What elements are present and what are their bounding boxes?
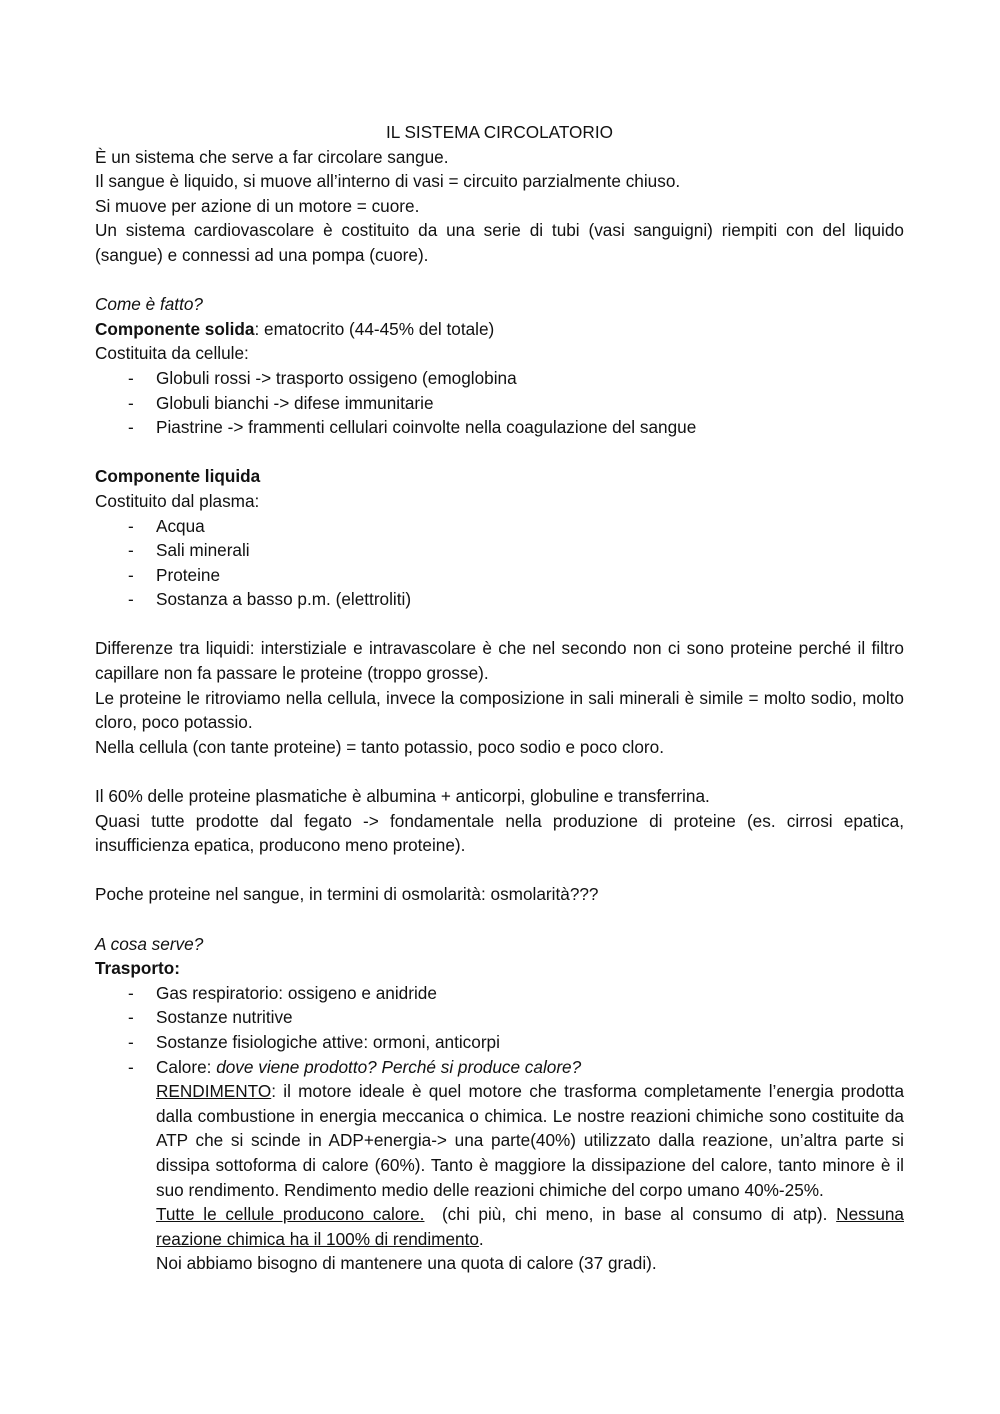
nessuna-statement: Nessuna reazione chimica ha il 100% di rendimento: [156, 1204, 904, 1249]
spacer: [95, 858, 904, 883]
section-heading-a-cosa-serve: A cosa serve?: [95, 933, 204, 954]
list-item-calore: [95, 1055, 904, 1080]
liquid-component-list: [95, 514, 904, 612]
paragraph: Quasi tutte prodotte dal fegato -> fondamentale nella produzione di proteine (es. cirrosi epatica, insufficienza epatica, producono meno proteine).: [95, 810, 904, 856]
liquid-component-label: Componente liquida: [95, 466, 261, 487]
paragraph: Le proteine le ritroviamo nella cellula, invece la composizione in sali minerali è simile = molto sodio, molto cloro, poco potassio.: [95, 687, 904, 733]
quota-paragraph: Noi abbiamo bisogno di mantenere una quota di calore (37 gradi).: [156, 1253, 657, 1274]
trasporto-list: [95, 981, 904, 1079]
list-item: - Acqua: [95, 514, 904, 539]
spacer: [95, 759, 904, 784]
cellule-text: (chi più, chi meno, in base al consumo di atp).: [424, 1204, 837, 1225]
osmolarita-paragraph: Poche proteine nel sangue, in termini di osmolarità: osmolarità???: [95, 884, 599, 905]
spacer: [95, 907, 904, 932]
spacer: [95, 440, 904, 465]
intro-section: [95, 145, 904, 268]
cellule-statement: Tutte le cellule producono calore.: [156, 1204, 425, 1225]
solid-component-intro: Costituita da cellule:: [95, 343, 249, 364]
list-item: - Sostanze fisiologiche attive: ormoni, anticorpi: [95, 1030, 904, 1055]
list-item: - Proteine: [95, 563, 904, 588]
list-item: - Sostanza a basso p.m. (elettroliti): [95, 587, 904, 612]
trasporto-label: Trasporto:: [95, 958, 180, 979]
intro-line: È un sistema che serve a far circolare sangue.: [95, 146, 449, 167]
document-page: [95, 120, 904, 1276]
cellule-paragraph: [95, 1202, 904, 1251]
rendimento-text: : il motore ideale è quel motore che trasforma completamente l’energia prodotta dalla combustione in energia meccanica o chimica. Le nostre reazioni chimiche sono costituite da ATP che si scinde in ADP+energia-> una parte(40%) utilizzato dalla reazione, un’altra parte si dissipa sottoforma di calore (60%). Tanto è maggiore la dissipazione del calore, tanto minore è il suo rendimento. Rendimento medio delle reazioni chimiche del corpo umano 40%-25%.: [156, 1081, 904, 1200]
intro-line: Il sangue è liquido, si muove all’interno di vasi = circuito parzialmente chiuso.: [95, 171, 681, 192]
calore-label: Calore:: [156, 1056, 217, 1077]
differenze-section: [95, 636, 904, 759]
list-item: - Piastrine -> frammenti cellulari coinvolte nella coagulazione del sangue: [95, 415, 904, 440]
paragraph: Il 60% delle proteine plasmatiche è albumina + anticorpi, globuline e transferrina.: [95, 786, 710, 807]
rendimento-label: RENDIMENTO: [156, 1081, 272, 1102]
paragraph: Nella cellula (con tante proteine) = tanto potassio, poco sodio e poco cloro.: [95, 736, 664, 757]
liquid-component-intro: Costituito dal plasma:: [95, 490, 260, 511]
calore-question: dove viene prodotto? Perché si produce calore?: [216, 1056, 582, 1077]
solid-component-label: Componente solida: [95, 318, 255, 339]
list-item: - Globuli rossi -> trasporto ossigeno (emoglobina: [95, 366, 904, 391]
solid-component-text: : ematocrito (44-45% del totale): [254, 318, 495, 339]
proteine-section: [95, 784, 904, 858]
spacer: [95, 268, 904, 293]
list-item: - Globuli bianchi -> difese immunitarie: [95, 391, 904, 416]
nessuna-end: .: [478, 1228, 484, 1249]
solid-component-line: [95, 317, 904, 342]
spacer: [95, 612, 904, 637]
solid-component-list: [95, 366, 904, 440]
intro-paragraph: Un sistema cardiovascolare è costituito da una serie di tubi (vasi sanguigni) riempiti con del liquido (sangue) e connessi ad una pompa (cuore).: [95, 220, 904, 265]
list-item: - Sali minerali: [95, 538, 904, 563]
list-item: - Sostanze nutritive: [95, 1005, 904, 1030]
rendimento-paragraph: [95, 1079, 904, 1202]
paragraph: Differenze tra liquidi: interstiziale e intravascolare è che nel secondo non ci sono proteine perché il filtro capillare non fa passare le proteine (troppo grosse).: [95, 638, 904, 684]
document-title: IL SISTEMA CIRCOLATORIO: [386, 122, 613, 142]
section-heading-come-fatto: Come è fatto?: [95, 294, 203, 315]
list-item: - Gas respiratorio: ossigeno e anidride: [95, 981, 904, 1006]
intro-line: Si muove per azione di un motore = cuore.: [95, 195, 420, 216]
